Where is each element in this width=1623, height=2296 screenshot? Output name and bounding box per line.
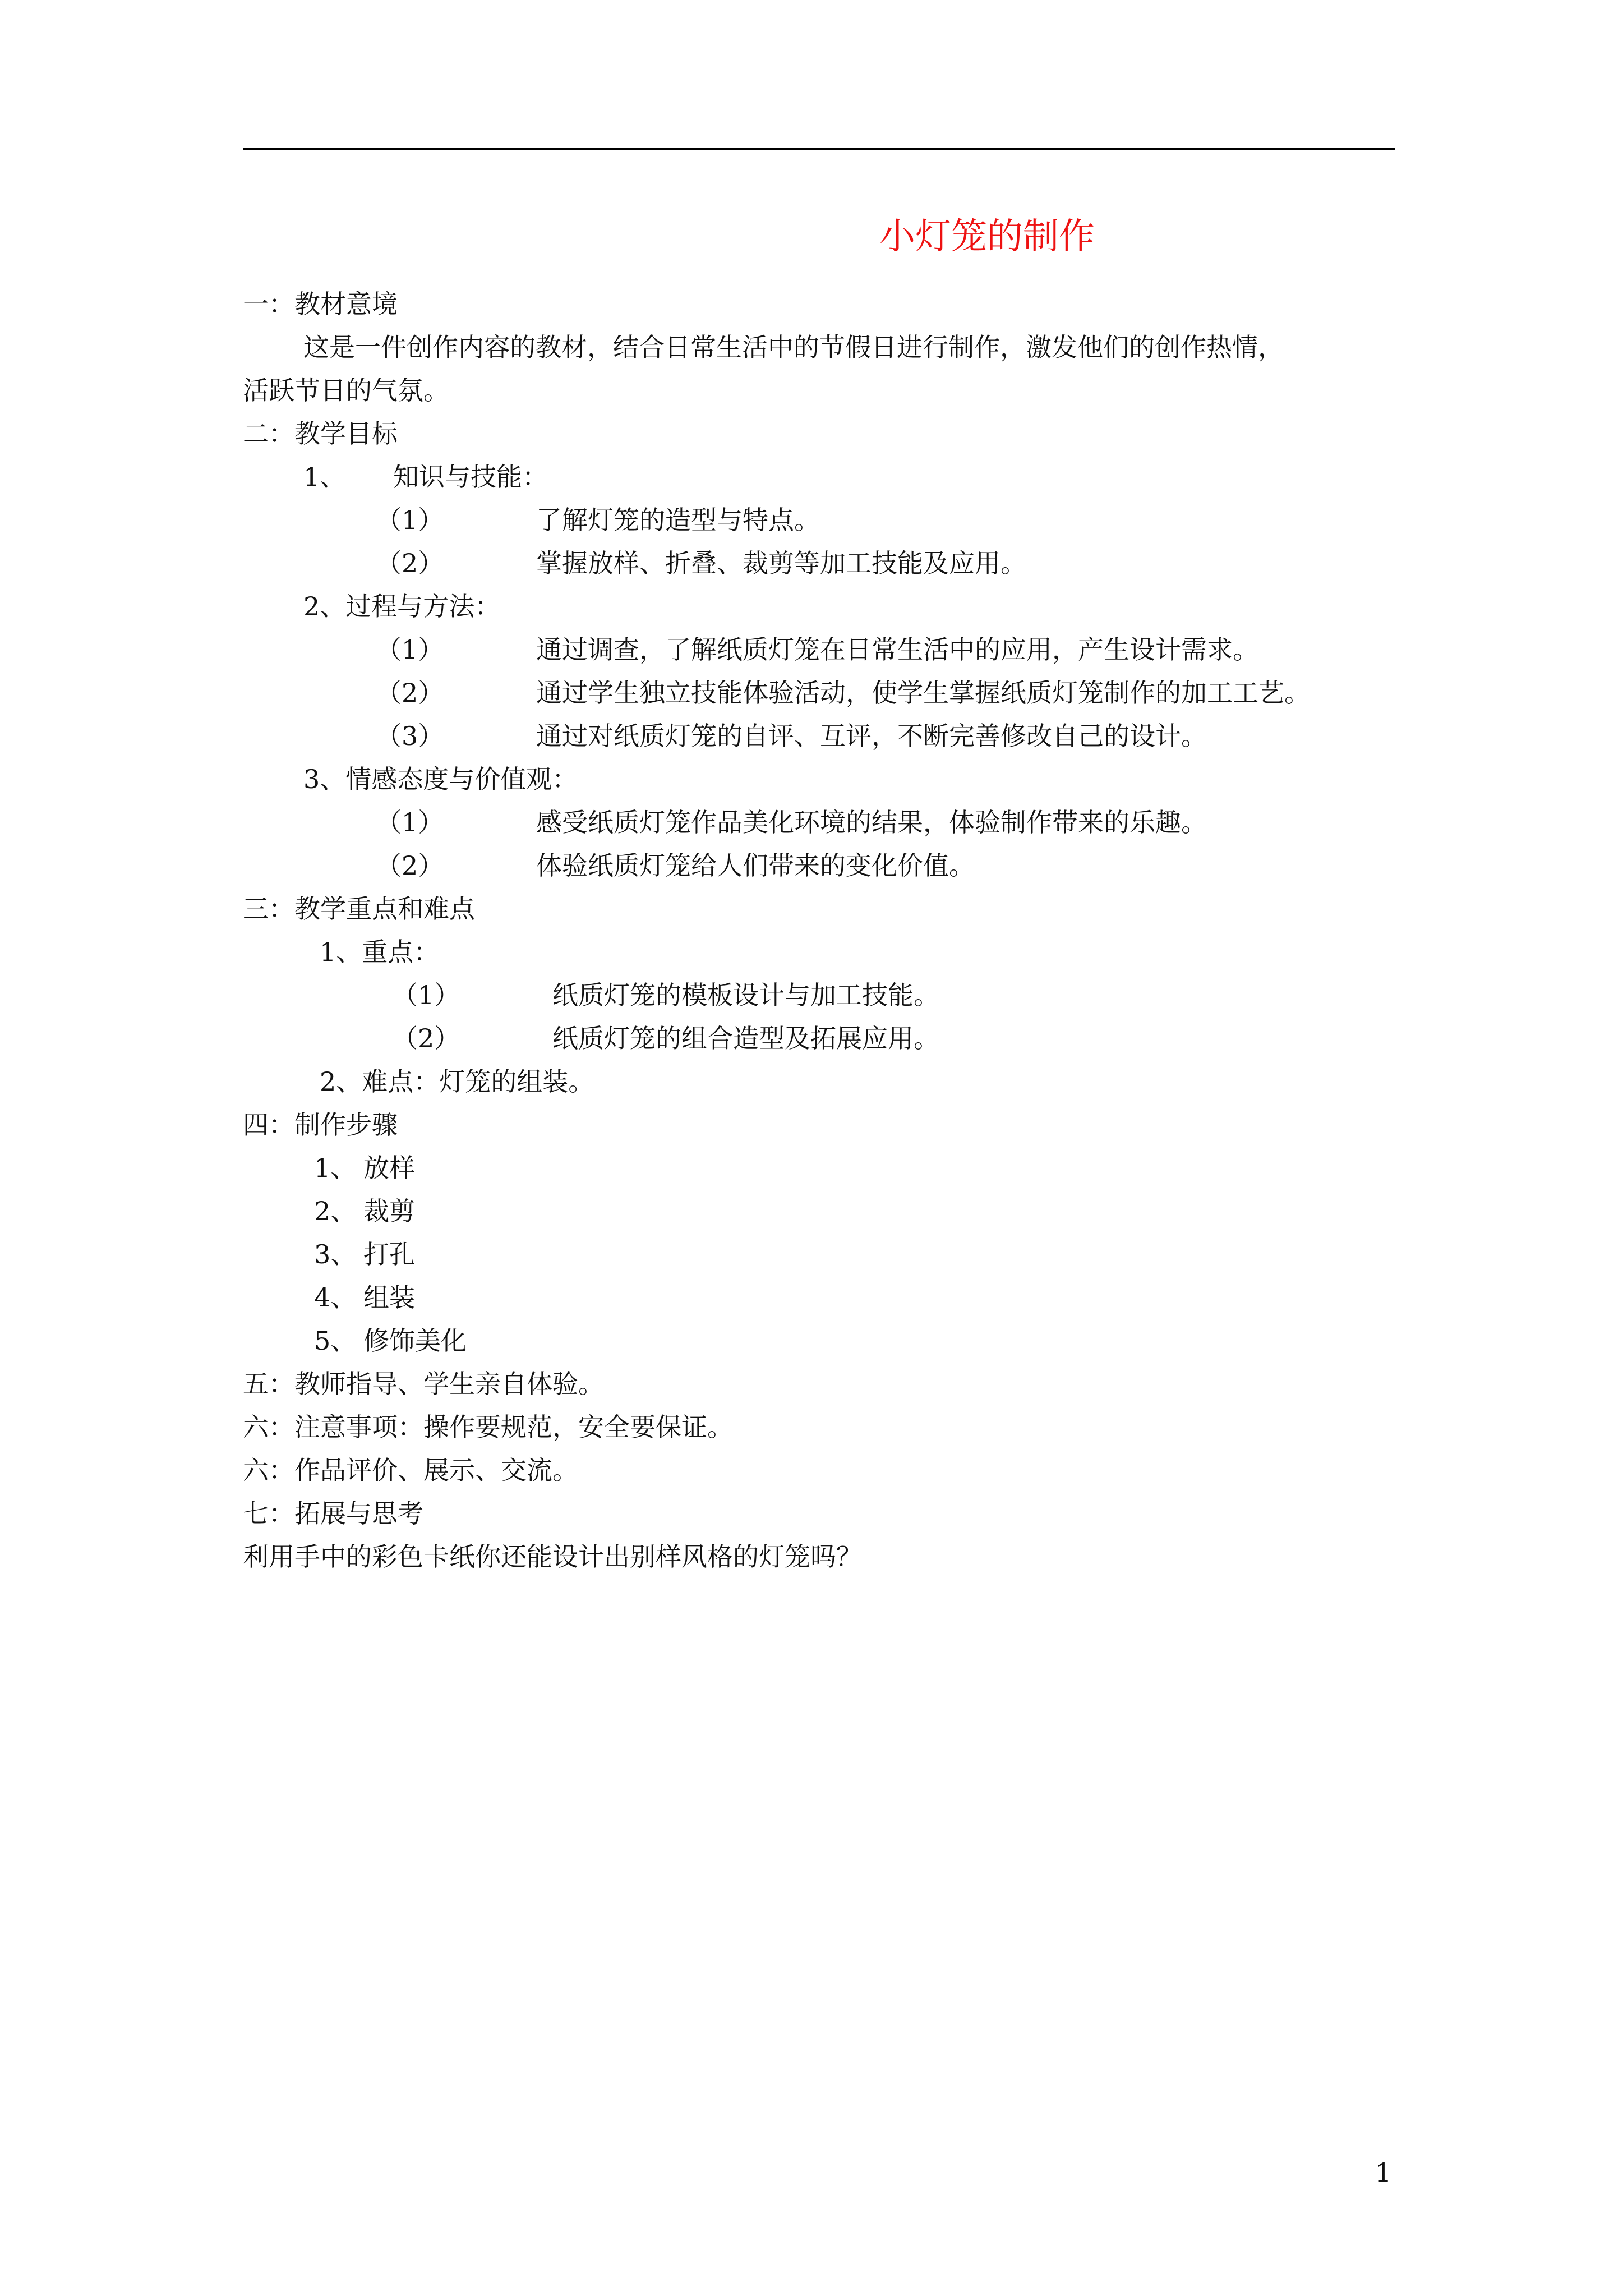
section-heading bbox=[243, 1367, 604, 1401]
line-text: 2、难点：灯笼的组装。 bbox=[320, 1066, 594, 1097]
list-item bbox=[376, 719, 1207, 753]
line-text: 七：拓展与思考 bbox=[243, 1498, 423, 1529]
header-rule bbox=[243, 148, 1395, 150]
item-number: 5、 bbox=[314, 1326, 357, 1356]
list-item bbox=[303, 460, 548, 494]
list-item bbox=[314, 1237, 415, 1271]
item-number: （3） bbox=[376, 721, 444, 751]
line-text: 了解灯笼的造型与特点。 bbox=[536, 505, 820, 535]
section-heading bbox=[243, 892, 475, 926]
line-text: 打孔 bbox=[363, 1239, 415, 1269]
list-item bbox=[392, 1022, 939, 1055]
item-number: （2） bbox=[376, 850, 444, 881]
list-item bbox=[314, 1194, 415, 1228]
line-text: 知识与技能： bbox=[393, 462, 548, 492]
section-heading bbox=[243, 287, 398, 321]
line-text: 通过调查，了解纸质灯笼在日常生活中的应用，产生设计需求。 bbox=[536, 634, 1258, 665]
subsection-heading bbox=[320, 935, 439, 969]
line-text: 感受纸质灯笼作品美化环境的结果，体验制作带来的乐趣。 bbox=[536, 807, 1207, 838]
item-number: 2、 bbox=[314, 1196, 357, 1226]
item-number: （1） bbox=[376, 505, 444, 535]
list-item bbox=[314, 1151, 415, 1185]
line-text: 掌握放样、折叠、裁剪等加工技能及应用。 bbox=[536, 548, 1026, 578]
line-text: 组装 bbox=[363, 1282, 415, 1313]
list-item bbox=[376, 546, 1026, 580]
line-text: 六：作品评价、展示、交流。 bbox=[243, 1455, 578, 1485]
document-title: 小灯笼的制作 bbox=[879, 216, 1095, 257]
line-text: 利用手中的彩色卡纸你还能设计出别样风格的灯笼吗？ bbox=[243, 1542, 862, 1572]
line-text: 体验纸质灯笼给人们带来的变化价值。 bbox=[536, 850, 975, 881]
line-text: 通过对纸质灯笼的自评、互评，不断完善修改自己的设计。 bbox=[536, 721, 1207, 751]
line-text: 3、情感态度与价值观： bbox=[303, 764, 578, 794]
line-text: 四：制作步骤 bbox=[243, 1110, 398, 1140]
list-item bbox=[376, 503, 820, 537]
list-item bbox=[376, 806, 1207, 839]
line-text: 2、过程与方法： bbox=[303, 591, 501, 622]
section-heading bbox=[243, 417, 398, 450]
subsection-heading bbox=[320, 1065, 594, 1098]
line-text: 纸质灯笼的组合造型及拓展应用。 bbox=[552, 1023, 939, 1053]
line-text: 通过学生独立技能体验活动，使学生掌握纸质灯笼制作的加工工艺。 bbox=[536, 678, 1310, 708]
line-text: 修饰美化 bbox=[363, 1326, 467, 1356]
line-text: 二：教学目标 bbox=[243, 418, 398, 449]
item-number: 4、 bbox=[314, 1282, 357, 1313]
item-number: （1） bbox=[376, 634, 444, 665]
line-text: 1、重点： bbox=[320, 937, 440, 967]
item-number: 1、 bbox=[303, 462, 346, 492]
item-number: （1） bbox=[392, 980, 460, 1010]
item-number: （1） bbox=[376, 807, 444, 838]
section-heading bbox=[243, 1497, 423, 1530]
item-number: （2） bbox=[376, 548, 444, 578]
paragraph-line bbox=[243, 374, 449, 407]
page-number: 1 bbox=[1375, 2157, 1392, 2188]
list-item bbox=[376, 633, 1258, 666]
line-text: 一：教材意境 bbox=[243, 289, 398, 319]
line-text: 放样 bbox=[363, 1153, 415, 1183]
paragraph-line bbox=[303, 330, 1284, 364]
section-heading bbox=[243, 1108, 398, 1142]
line-text: 活跃节日的气氛。 bbox=[243, 375, 449, 406]
paragraph-line bbox=[243, 1540, 862, 1573]
list-item bbox=[314, 1324, 467, 1358]
list-item bbox=[314, 1281, 415, 1314]
item-number: （2） bbox=[392, 1023, 460, 1053]
item-number: （2） bbox=[376, 678, 444, 708]
line-text: 五：教师指导、学生亲自体验。 bbox=[243, 1369, 604, 1399]
item-number: 3、 bbox=[314, 1239, 357, 1269]
line-text: 这是一件创作内容的教材，结合日常生活中的节假日进行制作，激发他们的创作热情， bbox=[303, 332, 1284, 362]
subsection-heading bbox=[303, 762, 578, 796]
section-heading bbox=[243, 1410, 733, 1444]
section-heading bbox=[243, 1453, 578, 1487]
line-text: 三：教学重点和难点 bbox=[243, 894, 475, 924]
subsection-heading bbox=[303, 590, 500, 623]
item-number: 1、 bbox=[314, 1153, 357, 1183]
list-item bbox=[392, 978, 939, 1012]
line-text: 纸质灯笼的模板设计与加工技能。 bbox=[552, 980, 939, 1010]
list-item bbox=[376, 849, 975, 882]
list-item bbox=[376, 676, 1310, 710]
line-text: 六：注意事项：操作要规范，安全要保证。 bbox=[243, 1412, 733, 1442]
line-text: 裁剪 bbox=[363, 1196, 415, 1226]
